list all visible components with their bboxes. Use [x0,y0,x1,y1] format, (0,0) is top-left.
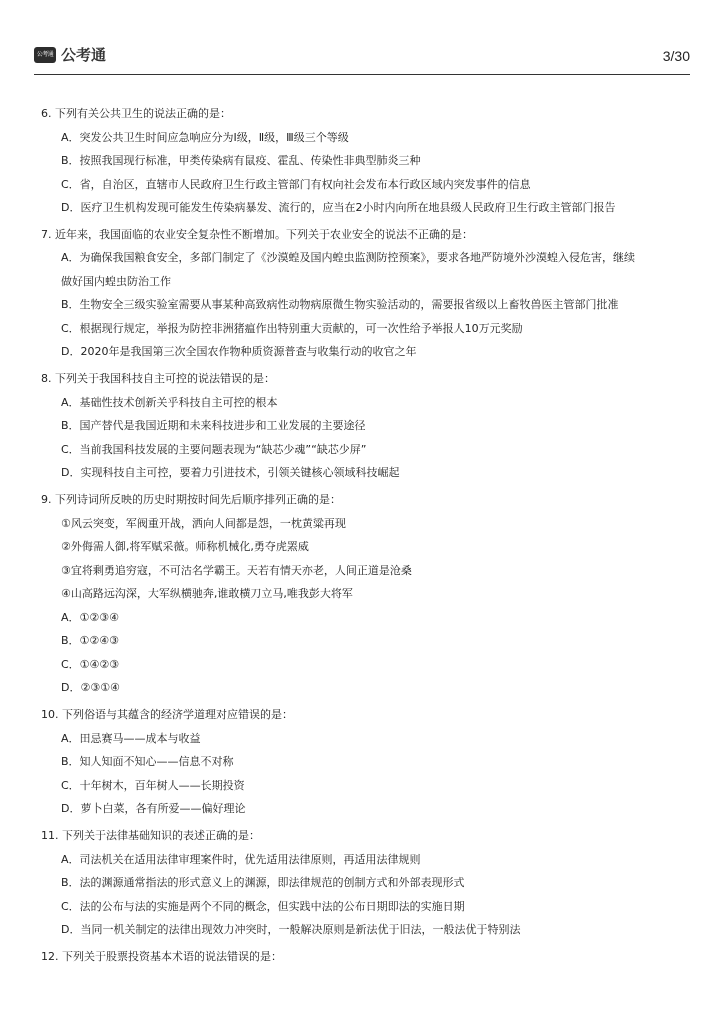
question-option: D．2020年是我国第三次全国农作物种质资源普查与收集行动的收官之年 [61,345,417,358]
question-option: B．按照我国现行标准，甲类传染病有鼠疫、霍乱、传染性非典型肺炎三种 [61,154,421,167]
question-stem: 12. 下列关于股票投资基本术语的说法错误的是： [41,950,282,963]
question-option: 做好国内蝗虫防治工作 [61,275,171,288]
question-option: C．省，自治区，直辖市人民政府卫生行政主管部门有权向社会发布本行政区域内突发事件的信息 [61,178,531,191]
question-option: A．司法机关在适用法律审理案件时，优先适用法律原则，再适用法律规则 [61,853,421,866]
question-option: D．实现科技自主可控，要着力引进技术，引领关键核心领域科技崛起 [61,466,400,479]
question-option: C．法的公布与法的实施是两个不同的概念，但实践中法的公布日期即法的实施日期 [61,900,465,913]
logo-text: 公考通 [61,46,107,64]
question-option: D．当同一机关制定的法律出现效力冲突时，一般解决原则是新法优于旧法，一般法优于特别法 [61,923,521,936]
question-option: A．突发公共卫生时间应急响应分为Ⅰ级，Ⅱ级，Ⅲ级三个等级 [61,131,349,144]
question-stem: 9. 下列诗词所反映的历史时期按时间先后顺序排列正确的是： [41,493,341,506]
question-option: B．法的渊源通常指法的形式意义上的渊源，即法律规范的创制方式和外部表现形式 [61,876,465,889]
question-option: C．十年树木，百年树人——长期投资 [61,779,245,792]
header-divider [34,74,690,75]
question-option: C．根据现行规定，举报为防控非洲猪瘟作出特别重大贡献的，可一次性给予举报人10万元奖励 [61,322,523,335]
logo [34,44,106,65]
question-option: ③宜将剩勇追穷寇，不可沽名学霸王。天若有情天亦老，人间正道是沧桑 [61,564,412,577]
page-header [34,40,690,70]
question-option: B．国产替代是我国近期和未来科技进步和工业发展的主要途径 [61,419,366,432]
question-stem: 7. 近年来，我国面临的农业安全复杂性不断增加。下列关于农业安全的说法不正确的是： [41,228,473,241]
question-stem: 10. 下列俗语与其蕴含的经济学道理对应错误的是： [41,708,293,721]
question-option: D．萝卜白菜，各有所爱——偏好理论 [61,802,246,815]
question-option: C．①④②③ [61,658,120,671]
question-option: ②外侮需人御,将军赋采薇。师称机械化,勇夺虎罴威 [61,540,309,553]
question-option: ①风云突变，军阀重开战，洒向人间都是怨，一枕黄粱再现 [61,517,346,530]
question-stem: 8. 下列关于我国科技自主可控的说法错误的是： [41,372,275,385]
question-stem: 6. 下列有关公共卫生的说法正确的是： [41,107,231,120]
page-number: 3/30 [662,48,690,64]
question-option: A．①②③④ [61,611,119,624]
question-option: A．田忌赛马——成本与收益 [61,732,201,745]
logo-icon: 公考通 [34,47,56,63]
question-option: D．②③①④ [61,681,120,694]
question-option: B．生物安全三级实验室需要从事某种高致病性动物病原微生物实验活动的，需要报省级以上畜牧兽医主管部门批准 [61,298,619,311]
question-option: A．基础性技术创新关乎科技自主可控的根本 [61,396,278,409]
question-option: B．①②④③ [61,634,119,647]
question-option: ④山高路远沟深，大军纵横驰奔,谁敢横刀立马,唯我彭大将军 [61,587,353,600]
question-option: B．知人知面不知心——信息不对称 [61,755,234,768]
question-option: D．医疗卫生机构发现可能发生传染病暴发、流行的，应当在2小时内向所在地县级人民政府卫生行政主管部门报告 [61,201,616,214]
question-stem: 11. 下列关于法律基础知识的表述正确的是： [41,829,260,842]
question-option: C．当前我国科技发展的主要问题表现为“缺芯少魂”“缺芯少屏” [61,443,367,456]
question-option: A．为确保我国粮食安全，多部门制定了《沙漠蝗及国内蝗虫监测防控预案》，要求各地严防境外沙漠蝗入侵危害，继续 [61,251,636,264]
